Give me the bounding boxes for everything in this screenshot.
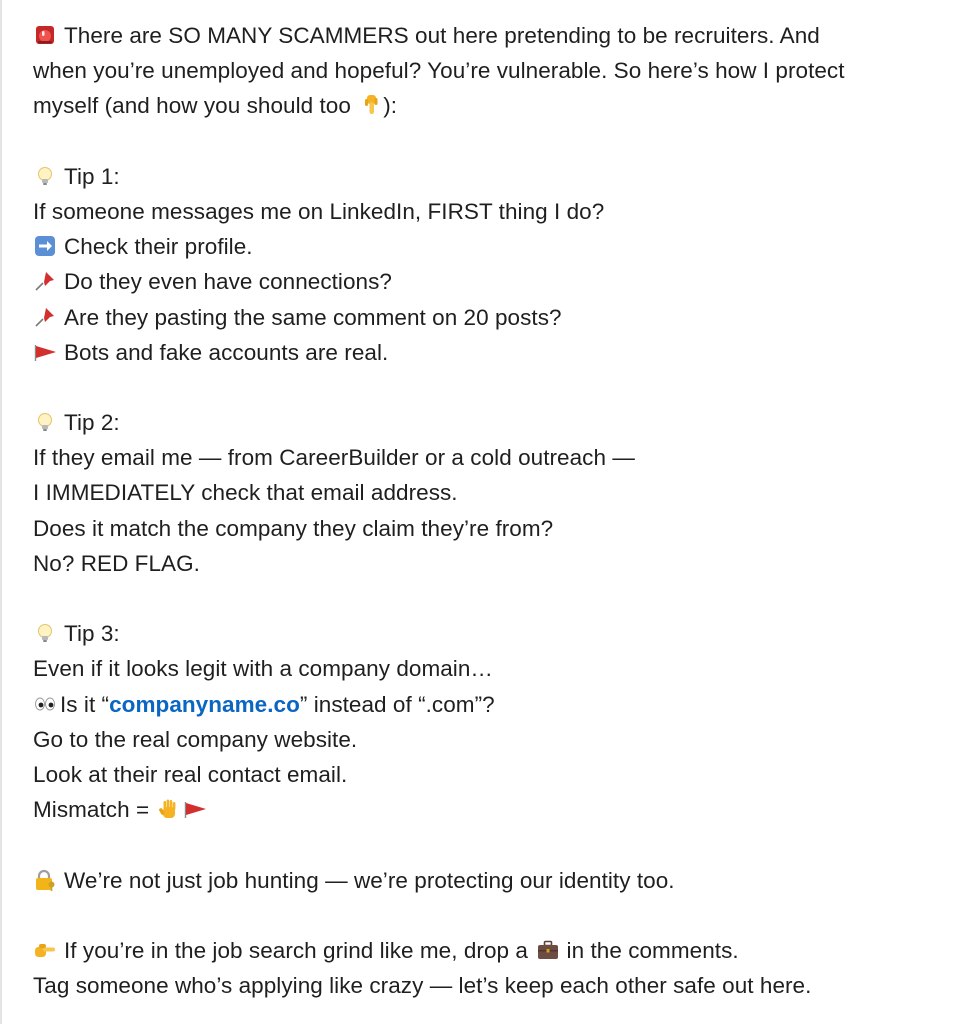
identity-line	[33, 863, 968, 898]
tip3-line-5	[33, 792, 968, 827]
tip2-text-1: If they email me — from CareerBuilder or a cold outreach —	[33, 445, 635, 471]
raised-hand-icon	[157, 797, 181, 821]
tip1-heading	[33, 159, 968, 194]
pushpin-icon	[33, 269, 57, 293]
intro-text-3b: ):	[383, 93, 398, 119]
intro-line-3	[33, 88, 968, 123]
cta-line-2	[33, 968, 968, 1003]
backhand-index-right-icon	[33, 938, 57, 962]
tip1-text-2: Check their profile.	[64, 234, 253, 260]
tip1-line-1	[33, 194, 968, 229]
intro-text-3a: myself (and how you should too	[33, 93, 358, 119]
pushpin-icon	[33, 305, 57, 329]
eyes-icon	[33, 692, 57, 716]
cta-text-1b: in the comments.	[560, 937, 739, 963]
tip2-line-2	[33, 475, 968, 510]
intro-text-2: when you’re unemployed and hopeful? You’re vulnerable. So here’s how I protect	[33, 58, 845, 84]
tip2-heading-text: Tip 2:	[64, 410, 120, 436]
tip1-line-4	[33, 300, 968, 335]
briefcase-icon	[536, 938, 560, 962]
tip3-line-2	[33, 687, 968, 722]
post-body	[33, 18, 968, 1003]
red-triangular-flag-icon	[183, 797, 207, 821]
intro-line-1	[33, 18, 968, 53]
tip2-text-2: I IMMEDIATELY check that email address.	[33, 480, 458, 506]
red-triangular-flag-icon	[33, 340, 57, 364]
tip3-heading	[33, 616, 968, 651]
cta-text-1a: If you’re in the job search grind like me, drop a	[64, 937, 535, 963]
tip2-heading	[33, 405, 968, 440]
cta-line-1	[33, 933, 968, 968]
locked-with-key-icon	[33, 868, 57, 892]
tip1-line-3	[33, 264, 968, 299]
tip3-text-1: Even if it looks legit with a company domain…	[33, 656, 493, 682]
tip2-line-1	[33, 440, 968, 475]
tip1-heading-text: Tip 1:	[64, 163, 120, 189]
tip3-line-3	[33, 722, 968, 757]
rotating-light-icon	[33, 23, 57, 47]
tip3-text-2b: ” instead of “.com”?	[299, 691, 495, 717]
company-domain-link[interactable]: companyname.co	[109, 691, 300, 717]
tip3-text-5: Mismatch =	[33, 797, 156, 823]
tip2-line-3	[33, 511, 968, 546]
right-arrow-icon	[33, 234, 57, 258]
backhand-index-down-icon	[359, 93, 383, 117]
tip2-line-4	[33, 546, 968, 581]
tip1-line-5	[33, 335, 968, 370]
cta-text-2: Tag someone who’s applying like crazy — let’s keep each other safe out here.	[33, 973, 812, 999]
identity-text: We’re not just job hunting — we’re protecting our identity too.	[64, 867, 675, 893]
tip2-text-4: No? RED FLAG.	[33, 550, 200, 576]
tip3-text-2a: Is it “	[60, 691, 110, 717]
tip1-line-2	[33, 229, 968, 264]
intro-line-2	[33, 53, 968, 88]
tip2-text-3: Does it match the company they claim they’re from?	[33, 515, 554, 541]
tip3-text-3: Go to the real company website.	[33, 726, 358, 752]
light-bulb-icon	[33, 164, 57, 188]
tip1-text-3: Do they even have connections?	[64, 269, 392, 295]
intro-text-1: There are SO MANY SCAMMERS out here pretending to be recruiters. And	[64, 23, 820, 48]
tip3-line-1	[33, 651, 968, 686]
light-bulb-icon	[33, 621, 57, 645]
tip1-text-5: Bots and fake accounts are real.	[64, 339, 389, 365]
tip3-line-4	[33, 757, 968, 792]
tip1-text-1: If someone messages me on LinkedIn, FIRST thing I do?	[33, 198, 605, 224]
light-bulb-icon	[33, 410, 57, 434]
tip3-text-4: Look at their real contact email.	[33, 761, 348, 787]
tip3-heading-text: Tip 3:	[64, 621, 120, 647]
tip1-text-4: Are they pasting the same comment on 20 posts?	[64, 304, 562, 330]
